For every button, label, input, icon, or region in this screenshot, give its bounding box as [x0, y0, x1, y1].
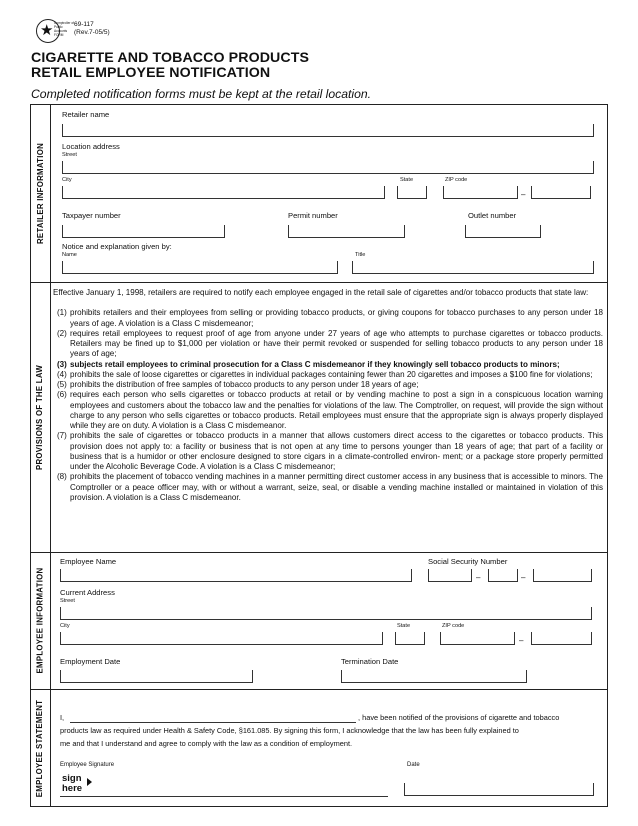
statement-name-line[interactable]: [70, 722, 356, 723]
city-label: City: [62, 177, 72, 183]
section-employee-information: EMPLOYEE INFORMATION: [35, 567, 45, 674]
employee-zip-label: ZIP code: [442, 623, 465, 629]
notice-name-label: Name: [62, 252, 77, 258]
ssn-label: Social Security Number: [428, 557, 508, 566]
employee-zip-field[interactable]: [440, 632, 515, 645]
section-retailer-information: RETAILER INFORMATION: [35, 142, 45, 244]
location-address-label: Location address: [62, 142, 120, 151]
form-number: 69-117: [74, 21, 94, 28]
statement-line2: products law as required under Health & Safety Code, §161.085. By signing this form, I acknowledge that the law has been fully explained to: [60, 726, 519, 735]
ssn-part2-field[interactable]: [488, 569, 518, 582]
law-item: (7) prohibits the sale of cigarettes or tobacco products in a manner that allows customers direct access to the cigarettes or tobacco products. This provision does not apply to: a facility or business that is not open at any time to persons younger than 18 years of age; that part of a facility or business that is a humidor or other enclosure designed to store cigars in a climate-controlled environ- ment; or a package store properly permitted under the Alcoholic Beverage Code. A violation is a Class C misdemeanor;: [57, 431, 603, 471]
retailer-name-label: Retailer name: [62, 110, 110, 119]
sign-here-arrow-icon: [87, 778, 92, 786]
termination-date-label: Termination Date: [341, 657, 399, 666]
permit-number-label: Permit number: [288, 211, 338, 220]
law-items-list: [53, 308, 603, 503]
state-label: State: [400, 177, 414, 183]
section-label-divider: [50, 104, 51, 807]
ssn-part3-field[interactable]: [533, 569, 592, 582]
page-subtitle: Completed notification forms must be kept at the retail location.: [31, 87, 372, 101]
section-provisions-of-law: PROVISIONS OF THE LAW: [35, 364, 45, 470]
law-provisions: [53, 288, 603, 503]
taxpayer-number-label: Taxpayer number: [62, 211, 121, 220]
zip-label: ZIP code: [445, 177, 468, 183]
retailer-state-field[interactable]: [397, 186, 427, 199]
employee-zip-separator: –: [519, 636, 524, 645]
termination-date-field[interactable]: [341, 670, 527, 683]
statement-line3: me and that I understand and agree to comply with the law as a condition of employment.: [60, 739, 353, 748]
law-intro: Effective January 1, 1998, retailers are required to notify each employee engaged in the retail sale of cigarettes and/or tobacco products that state law:: [53, 288, 589, 297]
employee-zip4-field[interactable]: [531, 632, 592, 645]
agency-name: Comptroller of Public Accounts FORM: [54, 21, 75, 37]
star-icon: ★: [40, 22, 54, 39]
section-employee-statement: EMPLOYEE STATEMENT: [35, 699, 45, 797]
ssn-separator-2: –: [521, 573, 526, 582]
law-item: (8) prohibits the placement of tobacco vending machines in a manner permitting direct customer access in any business that is accessible to minors. The Comptroller or a peace officer may, with or without a warrant, seize, seal, or disable a vending machine installed or maintained in violation of this provision. A violation is a Class C misdemeanor.: [57, 472, 603, 502]
divider-retailer-law: [30, 282, 608, 283]
retailer-street-field[interactable]: [62, 161, 594, 174]
law-item: (5) prohibits the distribution of free samples of tobacco products to any person under 18 years of age;: [57, 380, 419, 389]
employee-signature-label: Employee Signature: [60, 762, 115, 768]
law-item: (4) prohibits the sale of loose cigarettes or cigarettes in individual packages containing fewer than 20 cigarettes and imposes a $100 fine for violations;: [57, 369, 593, 379]
sign-word: sign: [62, 773, 82, 784]
statement-i: I,: [60, 713, 65, 722]
signature-date-label: Date: [407, 762, 420, 768]
form-number-block: [74, 21, 110, 37]
employment-date-label: Employment Date: [60, 657, 121, 666]
page-title-line1: CIGARETTE AND TOBACCO PRODUCTS: [31, 50, 310, 66]
permit-number-field[interactable]: [288, 225, 405, 238]
law-item: (2) requires retail employees to request proof of age from anyone under 27 years of age who attempts to purchase cigarettes or tobacco products. Retailers may be fined up to $1,000 per violation or have their permit revoked or suspended for selling tobacco products to any person under 18 years of age;: [57, 328, 603, 359]
retailer-city-field[interactable]: [62, 186, 385, 199]
employee-city-label: City: [60, 623, 70, 629]
employment-date-field[interactable]: [60, 670, 253, 683]
divider-law-employee: [30, 552, 608, 553]
law-item: (6) requires each person who sells cigarettes or tobacco products at retail or by vending machine to post a sign in a conspicuous location warning employees and customers about the tobacco law and the penalties for violations of the law. The Comptroller, on request, will provide the sign without charge to any person who sells cigarettes or tobacco products. Retail employees must ensure that the appropriate sign is always properly displayed while they are on duty. A violation is a Class C misdemeanor.: [57, 390, 603, 430]
zip-separator: –: [521, 190, 526, 199]
current-address-label: Current Address: [60, 588, 115, 597]
employee-name-field[interactable]: [60, 569, 412, 582]
law-item: (3) subjects retail employees to criminal prosecution for a Class C misdemeanor if they knowingly sell tobacco products to minors;: [57, 359, 560, 369]
employee-city-field[interactable]: [60, 632, 383, 645]
employee-signature-line[interactable]: [60, 796, 388, 797]
signature-date-field[interactable]: [404, 783, 594, 796]
notice-title-field[interactable]: [352, 261, 594, 274]
form-revision: (Rev.7-05/5): [74, 29, 110, 36]
here-word: here: [62, 782, 83, 794]
taxpayer-number-field[interactable]: [62, 225, 225, 238]
law-item: (1) prohibits retailers and their employees from selling or providing tobacco products, or giving coupons for tobacco purchases to any person under 18 years of age. A violation is a Class C misdemeanor;: [57, 308, 603, 328]
retailer-zip4-field[interactable]: [531, 186, 591, 199]
employee-street-field[interactable]: [60, 607, 592, 620]
employee-state-field[interactable]: [395, 632, 425, 645]
outlet-number-field[interactable]: [465, 225, 541, 238]
sign-here-marker: [62, 774, 82, 793]
outlet-number-label: Outlet number: [468, 211, 517, 220]
employee-street-label: Street: [60, 598, 75, 604]
statement-notified: , have been notified of the provisions of cigarette and tobacco: [358, 713, 560, 722]
employee-state-label: State: [397, 623, 411, 629]
street-label: Street: [62, 152, 77, 158]
retailer-name-field[interactable]: [62, 124, 594, 137]
divider-employee-statement: [30, 689, 608, 690]
retailer-zip-field[interactable]: [443, 186, 518, 199]
notice-title-label: Title: [355, 252, 366, 258]
notice-given-by-label: Notice and explanation given by:: [62, 242, 172, 251]
page-title-line2: RETAIL EMPLOYEE NOTIFICATION: [31, 65, 271, 81]
notice-name-field[interactable]: [62, 261, 338, 274]
employee-name-label: Employee Name: [60, 557, 117, 566]
ssn-part1-field[interactable]: [428, 569, 472, 582]
ssn-separator-1: –: [476, 573, 481, 582]
